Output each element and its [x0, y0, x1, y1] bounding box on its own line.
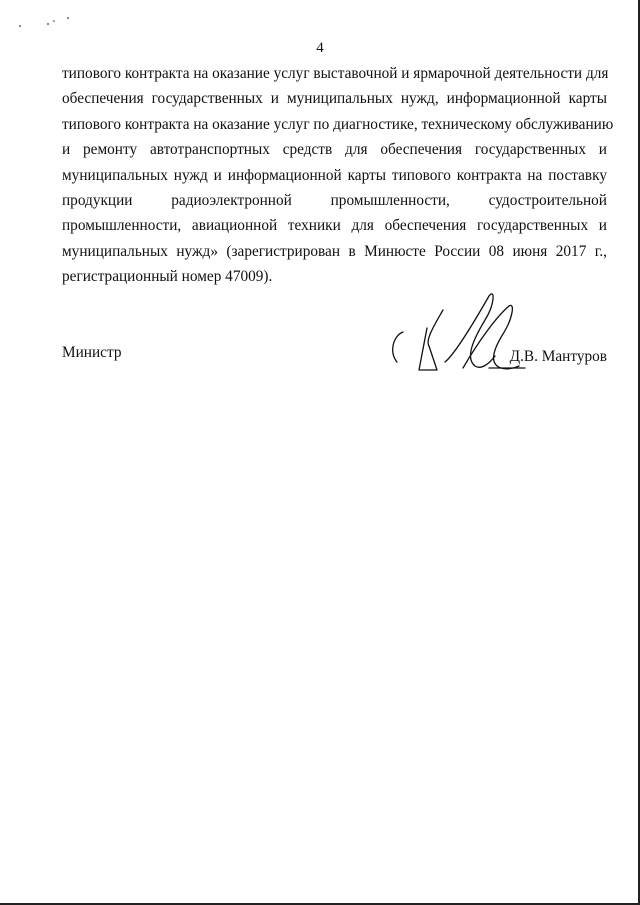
paragraph-line: и ремонту автотранспортных средств для обеспечения государственных и	[62, 141, 607, 159]
signature-block	[62, 344, 607, 374]
signer-name: Д.В. Мантуров	[509, 348, 607, 365]
signer-title: Министр	[62, 344, 122, 361]
paragraph-line: обеспечения государственных и муниципальных нужд, информационной карты	[62, 90, 607, 108]
scan-noise-marks	[10, 14, 80, 34]
paragraph-line: промышленности, авиационной техники для обеспечения государственных и	[62, 217, 607, 235]
paragraph-line: типового контракта на оказание услуг выставочной и ярмарочной деятельности для	[62, 65, 609, 82]
body-paragraph	[62, 61, 614, 290]
paragraph-line: муниципальных нужд» (зарегистрирован в Минюсте России 08 июня 2017 г.,	[62, 242, 607, 260]
paragraph-line: регистрационный номер 47009).	[62, 268, 273, 286]
paragraph-line: продукции радиоэлектронной промышленности, судостроительной	[62, 192, 607, 210]
paragraph-line: муниципальных нужд и информационной карты типового контракта на поставку	[62, 166, 607, 184]
paragraph-line: типового контракта на оказание услуг по диагностике, техническому обслуживанию	[62, 115, 614, 133]
page-number: 4	[316, 40, 324, 56]
